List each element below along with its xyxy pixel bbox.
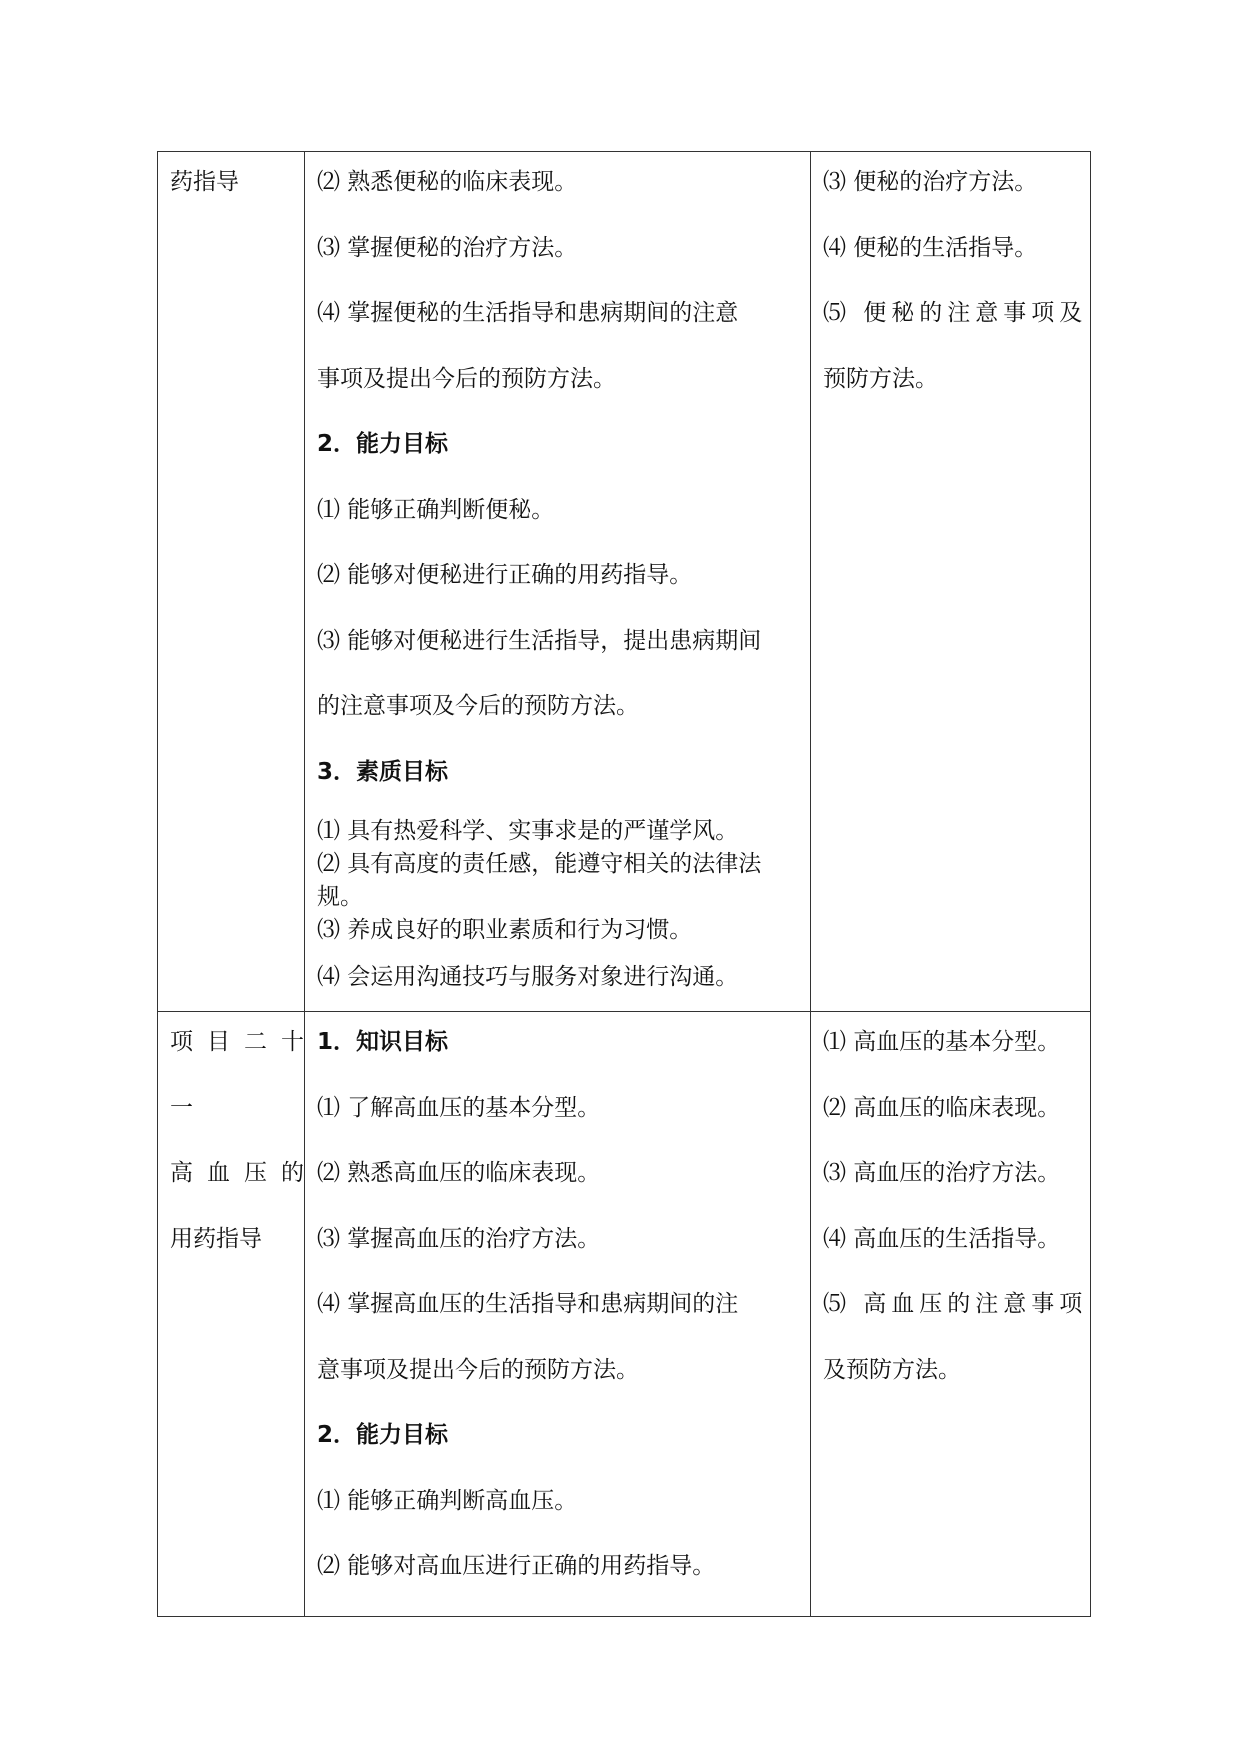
goal-line: ⑶ 掌握高血压的治疗方法。 bbox=[317, 1225, 601, 1252]
goal-line: ⑴ 能够正确判断便秘。 bbox=[317, 496, 555, 523]
content-line: ⑸ 高血压的注意事项 bbox=[823, 1291, 1088, 1317]
content-cell bbox=[811, 1012, 1091, 1617]
syllabus-table bbox=[157, 151, 1091, 1617]
goal-line: ⑶ 掌握便秘的治疗方法。 bbox=[317, 234, 578, 261]
goal-line: 规。 bbox=[317, 884, 363, 910]
goal-line: ⑴ 具有热爱科学、实事求是的严谨学风。 bbox=[317, 818, 739, 844]
goal-line: ⑴ 能够正确判断高血压。 bbox=[317, 1487, 578, 1514]
goals-cell bbox=[305, 1012, 811, 1617]
project-text: 一 bbox=[170, 1094, 193, 1121]
project-cell bbox=[158, 1012, 318, 1617]
goal-line: ⑵ 能够对高血压进行正确的用药指导。 bbox=[317, 1553, 716, 1579]
project-text: 高血压的 bbox=[170, 1160, 318, 1186]
goal-line: 意事项及提出今后的预防方法。 bbox=[317, 1356, 639, 1383]
content-line: ⑴ 高血压的基本分型。 bbox=[823, 1029, 1061, 1055]
goal-line: ⑵ 熟悉便秘的临床表现。 bbox=[317, 169, 578, 195]
content-line: ⑶ 高血压的治疗方法。 bbox=[823, 1160, 1061, 1186]
content-line: ⑸ 便秘的注意事项及 bbox=[823, 300, 1088, 326]
content-line: 预防方法。 bbox=[823, 365, 938, 392]
goal-line: ⑷ 会运用沟通技巧与服务对象进行沟通。 bbox=[317, 964, 739, 990]
goal-line: ⑶ 能够对便秘进行生活指导，提出患病期间 bbox=[317, 627, 762, 654]
goal-heading: 2．能力目标 bbox=[317, 431, 449, 457]
content-line: ⑷ 高血压的生活指导。 bbox=[823, 1225, 1061, 1252]
goal-line: ⑵ 具有高度的责任感，能遵守相关的法律法 bbox=[317, 851, 762, 877]
content-line: 及预防方法。 bbox=[823, 1356, 961, 1383]
project-text: 用药指导 bbox=[170, 1225, 262, 1252]
project-cell bbox=[158, 152, 305, 1012]
goal-line: ⑵ 熟悉高血压的临床表现。 bbox=[317, 1160, 601, 1186]
project-text: 项目二十 bbox=[170, 1029, 318, 1055]
goal-line: 事项及提出今后的预防方法。 bbox=[317, 365, 616, 392]
content-line: ⑷ 便秘的生活指导。 bbox=[823, 234, 1038, 261]
goal-line: ⑴ 了解高血压的基本分型。 bbox=[317, 1094, 601, 1121]
goal-heading: 2．能力目标 bbox=[317, 1422, 449, 1448]
goal-line: ⑵ 能够对便秘进行正确的用药指导。 bbox=[317, 562, 693, 588]
project-text: 药指导 bbox=[170, 169, 239, 195]
table-row bbox=[158, 1012, 1091, 1617]
goal-line: ⑷ 掌握便秘的生活指导和患病期间的注意 bbox=[317, 300, 739, 326]
content-cell bbox=[811, 152, 1091, 1012]
goal-line: ⑷ 掌握高血压的生活指导和患病期间的注 bbox=[317, 1291, 739, 1317]
goal-heading: 1．知识目标 bbox=[317, 1029, 449, 1055]
content-line: ⑵ 高血压的临床表现。 bbox=[823, 1094, 1061, 1121]
goal-line: ⑶ 养成良好的职业素质和行为习惯。 bbox=[317, 917, 693, 943]
content-line: ⑶ 便秘的治疗方法。 bbox=[823, 169, 1038, 195]
goal-heading: 3．素质目标 bbox=[317, 758, 449, 785]
goal-line: 的注意事项及今后的预防方法。 bbox=[317, 693, 639, 719]
table-row bbox=[158, 152, 1091, 1012]
goals-cell bbox=[305, 152, 811, 1012]
